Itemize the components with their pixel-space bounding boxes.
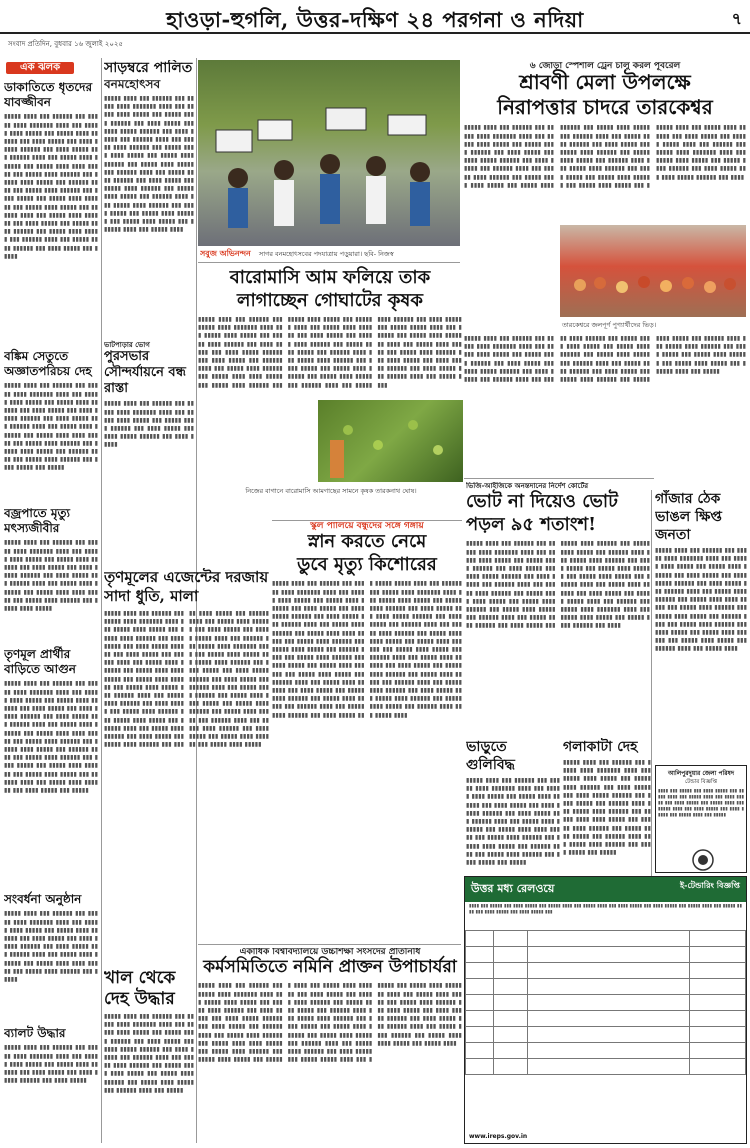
story-headline-line1: বারোমাসি আম ফলিয়ে তাক [229,267,431,288]
story-kicker: স্কুল পালিয়ে বন্ধুদের সঙ্গে গঙ্গায় [310,522,424,531]
section-tag: এক ঝলক [6,62,74,74]
brief-headline: তৃণমূল প্রার্থীর বাড়িতে আগুন [4,647,76,677]
story-divider [198,944,461,945]
vanamahotsav-photo [198,60,460,246]
story-headline: গলাকাটা দেহ [563,739,638,755]
photo-caption: নিজের বাগানে বারোমাসি আমগাছের সামনে কৃষক তারকনাথ ঘোষ। [245,487,417,495]
story-body: ▮▮▮▮▮ ▮▮▮▮ ▮▮▮ ▮▮▮▮▮▮ ▮▮▮ ▮▮▮▮▮ ▮▮▮▮ ▮▮▮▮▮▮▮ ▮▮▮▮ ▮▮▮ ▮▮▮▮▮ ▮▮▮▮ ▮▮▮▮▮ ▮▮▮ ▮▮▮▮▮ ▮▮▮▮ ▮▮▮▮▮▮ ▮▮▮ ▮▮▮▮ ▮▮▮▮▮ ▮▮▮ ▮▮▮▮ ▮▮▮▮▮ ▮▮▮▮▮▮ ▮▮▮ ▮▮▮▮ ▮▮▮▮▮ ▮▮▮ ▮▮▮▮▮▮ ▮▮▮▮ ▮▮▮ ▮▮▮▮▮ ▮▮▮▮ ▮▮▮▮▮▮ ▮▮▮ ▮▮▮▮▮ ▮▮▮▮ ▮▮▮▮ ▮▮▮▮▮ ▮▮▮ ▮▮▮▮▮ ▮▮▮▮ ▮▮▮▮▮▮ ▮▮▮ ▮▮▮▮▮ ▮▮▮▮ ▮▮▮▮▮ ▮▮▮ ▮▮▮▮▮▮ ▮▮▮▮ ▮▮▮ ▮▮▮▮▮ ▮▮▮▮ ▮▮▮▮▮▮ ▮▮▮ ▮▮▮▮ ▮▮▮▮▮ ▮▮▮ ▮▮▮▮▮ ▮▮▮▮ ▮▮▮▮▮▮ ▮▮▮ ▮▮▮▮▮ ▮▮▮▮ ▮▮▮▮▮ ▮▮▮ ▮▮▮▮▮▮ ▮▮▮▮ ▮▮▮ ▮▮▮▮▮ ▮▮▮▮ ▮▮▮▮▮▮ ▮▮▮ ▮▮▮▮ ▮▮▮▮▮ ▮▮▮ ▮▮▮▮▮ ▮▮▮▮ ▮▮▮▮▮▮ ▮▮▮ ▮▮▮▮▮ ▮▮▮▮ ▮▮▮▮▮ ▮▮▮ ▮▮▮▮▮▮ ▮▮▮▮ ▮▮▮ ▮▮▮▮▮ ▮▮▮▮ ▮▮▮▮▮▮ ▮▮▮ ▮▮▮▮ ▮▮▮▮▮ ▮▮▮ ▮▮▮▮▮ ▮▮▮▮▮ ▮▮▮▮ ▮▮▮ ▮▮▮▮▮▮ ▮▮▮ ▮▮▮▮▮ ▮▮▮▮ ▮▮▮▮▮▮▮ ▮▮▮▮ ▮▮▮ ▮▮▮▮▮ ▮▮▮▮ ▮▮▮▮▮ ▮▮▮ ▮▮▮▮▮ ▮▮▮▮ ▮▮▮▮▮▮ ▮▮▮ ▮▮▮▮ ▮▮▮▮▮ ▮▮▮ ▮▮▮▮ ▮▮▮▮▮ ▮▮▮▮▮▮ ▮▮▮ ▮▮▮▮ ▮▮▮▮▮ ▮▮▮ ▮▮▮▮▮▮ ▮▮▮▮ ▮▮▮ ▮▮▮▮▮ ▮▮▮▮ ▮▮▮▮▮▮ ▮▮▮ ▮▮▮▮▮ ▮▮▮▮ ▮▮▮▮ ▮▮▮▮▮ ▮▮▮ ▮▮▮▮▮ ▮▮▮▮ ▮▮▮▮▮▮ ▮▮▮ ▮▮▮▮▮ ▮▮▮▮ ▮▮▮▮▮ ▮▮▮ ▮▮▮▮▮▮ ▮▮▮▮ ▮▮▮ ▮▮▮▮▮ ▮▮▮▮ ▮▮▮▮▮▮ ▮▮▮ ▮▮▮▮ ▮▮▮▮▮ ▮▮▮ ▮▮▮▮▮ ▮▮▮▮ ▮▮▮▮▮▮ ▮▮▮ ▮▮▮▮▮ ▮▮▮▮ ▮▮▮▮▮ ▮▮▮ ▮▮▮▮▮▮ ▮▮▮▮ ▮▮▮ ▮▮▮▮▮ ▮▮▮▮ ▮▮▮▮▮▮ ▮▮▮ ▮▮▮▮ ▮▮▮▮▮ ▮▮▮ ▮▮▮▮▮ ▮▮▮▮ ▮▮▮▮▮▮ ▮▮▮ ▮▮▮▮▮ ▮▮▮▮ ▮▮▮▮▮ ▮▮▮ ▮▮▮▮▮▮ ▮▮▮▮ ▮▮▮ ▮▮▮▮▮ ▮▮▮▮ [272,580,462,719]
column-rule [101,58,102,1143]
story-headline: বনমহোৎসব [104,77,161,91]
section-title: হাওড়া-হুগলি, উত্তর-দক্ষিণ ২৪ পরগনা ও নদিয়া [166,7,584,32]
story-kicker: ভাটপাড়ার ভোগ [104,341,150,349]
brief-headline: সংবর্ধনা অনুষ্ঠান [4,892,82,907]
page-number: ৭ [731,9,742,28]
photo-caption: তারকেশ্বরে জলপূর্ণ পুণ্যার্থীদের ভিড়। [562,321,657,329]
story-body: ▮▮▮▮▮ ▮▮▮▮ ▮▮▮ ▮▮▮▮▮▮ ▮▮▮ ▮▮▮▮▮ ▮▮▮▮ ▮▮▮▮▮▮▮ ▮▮▮▮ ▮▮▮ ▮▮▮▮▮ ▮▮▮▮ ▮▮▮▮▮ ▮▮▮ ▮▮▮▮▮ ▮▮▮▮ ▮▮▮▮▮▮ ▮▮▮ ▮▮▮▮ ▮▮▮▮▮ ▮▮▮ ▮▮▮▮ ▮▮▮▮▮ ▮▮▮▮▮▮ ▮▮▮ ▮▮▮▮ ▮▮▮▮▮ ▮▮▮ ▮▮▮▮▮▮ ▮▮▮▮ ▮▮▮ ▮▮▮▮▮ ▮▮▮▮ ▮▮▮▮▮▮ ▮▮▮ ▮▮▮▮▮ ▮▮▮▮ ▮▮▮▮ ▮▮▮▮▮ ▮▮▮ ▮▮▮▮▮ ▮▮▮▮ ▮▮▮▮▮▮ ▮▮▮ ▮▮▮▮▮ ▮▮▮▮ ▮▮▮▮▮ ▮▮▮ ▮▮▮▮▮▮ ▮▮▮▮ ▮▮▮ ▮▮▮▮▮ ▮▮▮▮ ▮▮▮▮▮▮ ▮▮▮ ▮▮▮▮ ▮▮▮▮▮ ▮▮▮ ▮▮▮▮▮ ▮▮▮▮ ▮▮▮▮▮▮ ▮▮▮ ▮▮▮▮▮ ▮▮▮▮ ▮▮▮▮▮ ▮▮▮ ▮▮▮▮▮▮ ▮▮▮▮ ▮▮▮ ▮▮▮▮▮ ▮▮▮▮ ▮▮▮▮▮▮ ▮▮▮ ▮▮▮▮ ▮▮▮▮▮ ▮▮▮ ▮▮▮▮▮ ▮▮▮▮ ▮▮▮▮▮▮ ▮▮▮ ▮▮▮▮▮ ▮▮▮▮ ▮▮▮▮▮ ▮▮▮ ▮▮▮▮▮▮ ▮▮▮▮ ▮▮▮ ▮▮▮▮▮ ▮▮▮▮ ▮▮▮▮▮▮ ▮▮▮ ▮▮▮▮ ▮▮▮▮▮ ▮▮▮ ▮▮▮▮▮ ▮▮▮▮▮ ▮▮▮▮ ▮▮▮ ▮▮▮▮▮▮ ▮▮▮ ▮▮▮▮▮ ▮▮▮▮ ▮▮▮▮▮▮▮ ▮▮▮▮ ▮▮▮ ▮▮▮▮▮ ▮▮▮▮ ▮▮▮▮▮ ▮▮▮ ▮▮▮▮▮ ▮▮▮▮ ▮▮▮▮▮▮ ▮▮▮ ▮▮▮▮ [466,540,650,630]
body-recovered-story [104,968,194,1143]
brief-body: ▮▮▮▮▮ ▮▮▮▮ ▮▮▮ ▮▮▮▮▮▮ ▮▮▮ ▮▮▮▮▮ ▮▮▮▮ ▮▮▮▮▮▮▮ ▮▮▮▮ ▮▮▮ ▮▮▮▮▮ ▮▮▮▮ ▮▮▮▮▮ ▮▮▮ ▮▮▮▮▮ ▮▮▮▮ ▮▮▮▮▮▮ ▮▮▮ ▮▮▮▮ ▮▮▮▮▮ ▮▮▮ ▮▮▮▮ ▮▮▮▮▮ ▮▮▮▮▮▮ ▮▮▮ ▮▮▮▮ ▮▮▮▮▮ ▮▮▮ ▮▮▮▮▮▮ ▮▮▮▮ ▮▮▮ ▮▮▮▮▮ ▮▮▮▮ ▮▮▮▮▮▮ ▮▮▮ ▮▮▮▮▮ ▮▮▮▮ ▮▮▮▮ ▮▮▮▮▮ ▮▮▮ ▮▮▮▮▮ ▮▮▮▮ ▮▮▮▮▮▮ ▮▮▮ ▮▮▮▮▮ [4,910,98,984]
story-divider [198,262,460,263]
story-body: ▮▮▮▮▮ ▮▮▮▮ ▮▮▮ ▮▮▮▮▮▮ ▮▮▮ ▮▮▮▮▮ ▮▮▮▮ ▮▮▮▮▮▮▮ ▮▮▮▮ ▮▮▮ ▮▮▮▮▮ ▮▮▮▮ ▮▮▮▮▮ ▮▮▮ ▮▮▮▮▮ ▮▮▮▮ ▮▮▮▮▮▮ ▮▮▮ ▮▮▮▮ ▮▮▮▮▮ ▮▮▮ ▮▮▮▮ ▮▮▮▮▮ ▮▮▮▮▮▮ ▮▮▮ ▮▮▮▮ ▮▮▮▮▮ ▮▮▮ ▮▮▮▮▮▮ ▮▮▮▮ ▮▮▮ ▮▮▮▮▮ ▮▮▮▮ ▮▮▮▮▮▮ ▮▮▮ ▮▮▮▮▮ ▮▮▮▮ ▮▮▮▮ ▮▮▮▮▮ ▮▮▮ ▮▮▮▮▮ ▮▮▮▮ ▮▮▮▮▮▮ ▮▮▮ ▮▮▮▮▮ ▮▮▮▮ ▮▮▮▮▮ ▮▮▮ ▮▮▮▮▮▮ ▮▮▮▮ ▮▮▮ ▮▮▮▮▮ ▮▮▮▮ ▮▮▮▮▮▮ ▮▮▮ ▮▮▮▮ ▮▮▮▮▮ ▮▮▮ ▮▮▮▮▮ ▮▮▮▮ ▮▮▮▮▮▮ ▮▮▮ ▮▮▮▮▮ ▮▮▮▮ ▮▮▮▮▮ ▮▮▮ ▮▮▮▮▮▮ ▮▮▮▮ ▮▮▮ ▮▮▮▮▮ ▮▮▮▮ ▮▮▮▮▮▮ ▮▮▮ ▮▮▮▮ ▮▮▮▮▮ ▮▮▮ ▮▮▮▮▮ ▮▮▮▮ ▮▮▮▮▮▮ ▮▮▮ ▮▮▮▮▮ ▮▮▮▮ ▮▮▮▮▮ ▮▮▮ ▮▮▮▮▮▮ ▮▮▮▮ ▮▮▮ ▮▮▮▮▮ ▮▮▮▮ ▮▮▮▮▮▮ ▮▮▮ ▮▮▮▮ ▮▮▮▮▮ ▮▮▮ ▮▮▮▮▮ ▮▮▮▮▮ ▮▮▮▮ ▮▮▮ ▮▮▮▮▮▮ ▮▮▮ ▮▮▮▮▮ ▮▮▮▮ ▮▮▮▮▮▮▮ ▮▮▮▮ ▮▮▮ ▮▮▮▮▮ ▮▮▮▮ ▮▮▮▮▮ ▮▮▮ ▮▮▮▮▮ ▮▮▮▮ ▮▮▮▮▮▮ ▮▮▮ ▮▮▮▮ ▮▮▮▮▮ ▮▮▮ ▮▮▮▮ ▮▮▮▮▮ ▮▮▮▮▮▮ ▮▮▮ ▮▮▮▮ ▮▮▮▮▮ ▮▮▮ ▮▮▮▮▮▮ ▮▮▮▮ ▮▮▮ ▮▮▮▮▮ ▮▮▮▮ [198,316,462,389]
story-headline-line2: লাগাচ্ছেন গোঘাটের কৃষক [237,290,423,311]
photo-caption [200,248,458,260]
story-headline-line2: পড়ল ৯৫ শতাংশ! [466,514,597,536]
tender-advertisement [655,765,747,873]
briefs-column [4,60,98,1145]
story-headline-line1: স্নান করতে নেমে [307,531,427,553]
photo-illustration [198,60,460,246]
brief-headline: ব্যালট উদ্ধার [4,1026,66,1041]
caption-tag: সবুজ অভিনন্দন [200,249,251,258]
tarakeswar-body-cont [464,335,746,465]
caption-text: সাগর বনমহোৎসবের পদযাত্রায় পড়ুয়ারা। ছবি- নিজস্ব [258,250,394,258]
drowning-story [272,522,462,942]
story-kicker: সাড়ম্বরে পালিত [104,60,193,76]
story-headline-line2: নিরাপত্তার চাদরে তারকেশ্বর [497,95,713,120]
story-body: ▮▮▮▮▮ ▮▮▮▮ ▮▮▮ ▮▮▮▮▮▮ ▮▮▮ ▮▮▮▮▮ ▮▮▮▮ ▮▮▮▮▮▮▮ ▮▮▮▮ ▮▮▮ ▮▮▮▮▮ ▮▮▮▮ ▮▮▮▮▮ ▮▮▮ ▮▮▮▮▮ ▮▮▮▮ ▮▮▮▮▮▮ ▮▮▮ ▮▮▮▮ ▮▮▮▮▮ ▮▮▮ ▮▮▮▮ ▮▮▮▮▮ ▮▮▮▮▮▮ ▮▮▮ ▮▮▮▮ ▮▮▮▮▮ [104,400,194,449]
brief-headline: ডাকাতিতে ধৃতদের যাবজ্জীবন [4,80,93,110]
story-headline: পুরসভার সৌন্দর্যায়নে বন্ধ রাস্তা [104,349,186,397]
karmasamiti-story [198,948,462,1146]
brief-headline: বঙ্কিম সেতুতে অজ্ঞাতপরিচয় দেহ [4,349,92,379]
brief-headline: বজ্রপাতে মৃত্যু মৎস্যজীবীর [4,506,70,536]
mango-tree-illustration [318,400,463,482]
story-headline-line1: শ্রাবণী মেলা উপলক্ষে [519,70,691,95]
story-kicker: ৬ জোড়া স্পেশাল ট্রেন চালু করল পূর্বরেল [529,62,681,71]
story-body: ▮▮▮▮▮ ▮▮▮▮ ▮▮▮ ▮▮▮▮▮▮ ▮▮▮ ▮▮▮▮▮ ▮▮▮▮ ▮▮▮▮▮▮▮ ▮▮▮▮ ▮▮▮ ▮▮▮▮▮ ▮▮▮▮ ▮▮▮▮▮ ▮▮▮ ▮▮▮▮▮ ▮▮▮▮ ▮▮▮▮▮▮ ▮▮▮ ▮▮▮▮ ▮▮▮▮▮ ▮▮▮ ▮▮▮▮ ▮▮▮▮▮ ▮▮▮▮▮▮ ▮▮▮ ▮▮▮▮ ▮▮▮▮▮ ▮▮▮ ▮▮▮▮▮▮ ▮▮▮▮ ▮▮▮ ▮▮▮▮▮ ▮▮▮▮ ▮▮▮▮▮▮ ▮▮▮ ▮▮▮▮▮ ▮▮▮▮ ▮▮▮▮ ▮▮▮▮▮ ▮▮▮ ▮▮▮▮▮ ▮▮▮▮ ▮▮▮▮▮▮ ▮▮▮ ▮▮▮▮▮ ▮▮▮▮ ▮▮▮▮▮ ▮▮▮ ▮▮▮▮▮▮ ▮▮▮▮ ▮▮▮ ▮▮▮▮▮ ▮▮▮▮ ▮▮▮▮▮▮ ▮▮▮ ▮▮▮▮ ▮▮▮▮▮ ▮▮▮ ▮▮▮▮▮ ▮▮▮▮ ▮▮▮▮▮▮ ▮▮▮ ▮▮▮▮▮ ▮▮▮▮ ▮▮▮▮▮ ▮▮▮ ▮▮▮▮▮▮ ▮▮▮▮ ▮▮▮ ▮▮▮▮▮ ▮▮▮▮ ▮▮▮▮▮▮ ▮▮▮ ▮▮▮▮ ▮▮▮▮▮ ▮▮▮ ▮▮▮▮▮ ▮▮▮▮ ▮▮▮▮▮▮ ▮▮▮ ▮▮▮▮▮ ▮▮▮▮ ▮▮▮▮▮ ▮▮▮ ▮▮▮▮▮▮ ▮▮▮▮ ▮▮▮ ▮▮▮▮▮ ▮▮▮▮ ▮▮▮▮▮▮ ▮▮▮ ▮▮▮▮ ▮▮▮▮▮ ▮▮▮ ▮▮▮▮▮ ▮▮▮▮▮ ▮▮▮▮ ▮▮▮ ▮▮▮▮▮▮ ▮▮▮ ▮▮▮▮▮ ▮▮▮▮ ▮▮▮▮▮▮▮ ▮▮▮▮ ▮▮▮ ▮▮▮▮▮ ▮▮▮▮ ▮▮▮▮▮ ▮▮▮ ▮▮▮▮▮ ▮▮▮▮ ▮▮▮▮▮▮ ▮▮▮ ▮▮▮▮ ▮▮▮▮▮ ▮▮▮ ▮▮▮▮ ▮▮▮▮▮ ▮▮▮▮▮▮ ▮▮▮ ▮▮▮▮ ▮▮▮▮▮ ▮▮▮ ▮▮▮▮▮▮ ▮▮▮▮ ▮▮▮ ▮▮▮▮▮ ▮▮▮▮ ▮▮▮▮▮▮ ▮▮▮ ▮▮▮▮▮ ▮▮▮▮ ▮▮▮▮ ▮▮▮▮▮ ▮▮▮ ▮▮▮▮▮ ▮▮▮▮ ▮▮▮▮▮▮ ▮▮▮ ▮▮▮▮▮ ▮▮▮▮ ▮▮▮▮▮ ▮▮▮ ▮▮▮▮▮▮ ▮▮▮▮ ▮▮▮ ▮▮▮▮▮ ▮▮▮▮ ▮▮▮▮▮▮ ▮▮▮ ▮▮▮▮ ▮▮▮▮▮ ▮▮▮ ▮▮▮▮▮ ▮▮▮▮ ▮▮▮▮▮▮ ▮▮▮ ▮▮▮▮▮ ▮▮▮▮ ▮▮▮▮▮ [104,610,269,749]
tarakeswar-photo [560,225,746,317]
tender-table [465,930,746,1075]
story-headline-line2: ডুবে মৃত্যু কিশোরের [297,554,437,576]
ad-subtitle: টেন্ডার বিজ্ঞপ্তি [685,779,717,785]
mango-photo [318,400,463,482]
brief-body: ▮▮▮▮▮ ▮▮▮▮ ▮▮▮ ▮▮▮▮▮▮ ▮▮▮ ▮▮▮▮▮ ▮▮▮▮ ▮▮▮▮▮▮▮ ▮▮▮▮ ▮▮▮ ▮▮▮▮▮ ▮▮▮▮ ▮▮▮▮▮ ▮▮▮ ▮▮▮▮▮ ▮▮▮▮ ▮▮▮▮▮▮ ▮▮▮ ▮▮▮▮ ▮▮▮▮▮ ▮▮▮ ▮▮▮▮ ▮▮▮▮▮ ▮▮▮▮▮▮ ▮▮▮ ▮▮▮▮ ▮▮▮▮▮ ▮▮▮ ▮▮▮▮▮▮ ▮▮▮▮ ▮▮▮ ▮▮▮▮▮ ▮▮▮▮ ▮▮▮▮▮▮ ▮▮▮ ▮▮▮▮▮ ▮▮▮▮ ▮▮▮▮ ▮▮▮▮▮ ▮▮▮ ▮▮▮▮▮ ▮▮▮▮ ▮▮▮▮▮▮ ▮▮▮ ▮▮▮▮▮ ▮▮▮▮ ▮▮▮▮▮ ▮▮▮ ▮▮▮▮▮▮ ▮▮▮▮ ▮▮▮ ▮▮▮▮▮ ▮▮▮▮ ▮▮▮▮▮▮ ▮▮▮ ▮▮▮▮ ▮▮▮▮▮ ▮▮▮ ▮▮▮▮▮ [4,382,98,472]
story-body: ▮▮▮▮▮ ▮▮▮▮ ▮▮▮ ▮▮▮▮▮▮ ▮▮▮ ▮▮▮▮▮ ▮▮▮▮ ▮▮▮▮▮▮▮ ▮▮▮▮ ▮▮▮ ▮▮▮▮▮ ▮▮▮▮ ▮▮▮▮▮ ▮▮▮ ▮▮▮▮▮ ▮▮▮▮ ▮▮▮▮▮▮ ▮▮▮ ▮▮▮▮ ▮▮▮▮▮ ▮▮▮ ▮▮▮▮ ▮▮▮▮▮ ▮▮▮▮▮▮ ▮▮▮ ▮▮▮▮ ▮▮▮▮▮ ▮▮▮ ▮▮▮▮▮▮ ▮▮▮▮ ▮▮▮ ▮▮▮▮▮ ▮▮▮▮ ▮▮▮▮▮▮ ▮▮▮ ▮▮▮▮▮ ▮▮▮▮ ▮▮▮▮ ▮▮▮▮▮ ▮▮▮ ▮▮▮▮▮ ▮▮▮▮ ▮▮▮▮▮▮ ▮▮▮ ▮▮▮▮▮ ▮▮▮▮ ▮▮▮▮▮ ▮▮▮ ▮▮▮▮▮▮ ▮▮▮▮ ▮▮▮ ▮▮▮▮▮ [104,1013,194,1094]
story-kicker: একাধিক বিশ্ববিদ্যালয়ে উচ্চশিক্ষা সংসদের প্রতিনিধি [239,948,421,957]
ad-subtitle: ই-টেন্ডারিং বিজ্ঞপ্তি [680,881,740,890]
ad-website[interactable]: www.ireps.gov.in [469,1133,528,1140]
story-body: ▮▮▮▮▮ ▮▮▮▮ ▮▮▮ ▮▮▮▮▮▮ ▮▮▮ ▮▮▮▮▮ ▮▮▮▮ ▮▮▮▮▮▮▮ ▮▮▮▮ ▮▮▮ ▮▮▮▮▮ ▮▮▮▮ ▮▮▮▮▮ ▮▮▮ ▮▮▮▮▮ ▮▮▮▮ ▮▮▮▮▮▮ ▮▮▮ ▮▮▮▮ ▮▮▮▮▮ ▮▮▮ ▮▮▮▮ ▮▮▮▮▮ ▮▮▮▮▮▮ ▮▮▮ ▮▮▮▮ ▮▮▮▮▮ ▮▮▮ ▮▮▮▮▮▮ ▮▮▮▮ ▮▮▮ ▮▮▮▮▮ ▮▮▮▮ ▮▮▮▮▮▮ ▮▮▮ ▮▮▮▮▮ ▮▮▮▮ ▮▮▮▮ ▮▮▮▮▮ ▮▮▮ ▮▮▮▮▮ ▮▮▮▮ ▮▮▮▮▮▮ ▮▮▮ ▮▮▮▮▮ ▮▮▮▮ ▮▮▮▮▮ ▮▮▮ ▮▮▮▮▮▮ ▮▮▮▮ ▮▮▮ ▮▮▮▮▮ ▮▮▮▮ ▮▮▮▮▮▮ ▮▮▮ ▮▮▮▮ ▮▮▮▮▮ ▮▮▮ ▮▮▮▮▮ [563,759,651,857]
ad-body: ▮▮▮▮ ▮▮▮ ▮▮▮▮▮ ▮▮▮ ▮▮▮▮ ▮▮▮▮▮ ▮▮▮ ▮▮▮▮▮ ▮▮▮▮ ▮▮▮ ▮▮▮▮▮ ▮▮▮▮ ▮▮▮ ▮▮▮▮ ▮▮▮▮▮ ▮▮▮ ▮▮▮▮ ▮▮▮▮▮ ▮▮▮ ▮▮▮▮▮ ▮▮▮▮ ▮▮▮ ▮▮▮▮▮ ▮▮▮▮ ▮▮▮ ▮▮▮▮ ▮▮▮▮▮ ▮▮▮ ▮▮▮▮ ▮▮▮▮▮ ▮▮▮ ▮▮▮▮▮ ▮▮▮▮ ▮▮▮ ▮▮▮▮▮ [658,789,744,818]
ad-title: আলিপুরদুয়ার জেলা পরিষদ [667,770,735,777]
story-headline: ভাড়ুতে গুলিবিদ্ধ [466,739,515,773]
story-body: ▮▮▮▮▮ ▮▮▮▮ ▮▮▮ ▮▮▮▮▮▮ ▮▮▮ ▮▮▮▮▮ ▮▮▮▮ ▮▮▮▮▮▮▮ ▮▮▮▮ ▮▮▮ ▮▮▮▮▮ ▮▮▮▮ ▮▮▮▮▮ ▮▮▮ ▮▮▮▮▮ ▮▮▮▮ ▮▮▮▮▮▮ ▮▮▮ ▮▮▮▮ ▮▮▮▮▮ ▮▮▮ ▮▮▮▮ ▮▮▮▮▮ ▮▮▮▮▮▮ ▮▮▮ ▮▮▮▮ ▮▮▮▮▮ ▮▮▮ ▮▮▮▮▮▮ ▮▮▮▮ ▮▮▮ ▮▮▮▮▮ ▮▮▮▮ ▮▮▮▮▮▮ ▮▮▮ ▮▮▮▮▮ ▮▮▮▮ ▮▮▮▮ ▮▮▮▮▮ ▮▮▮ ▮▮▮▮▮ ▮▮▮▮ ▮▮▮▮▮▮ ▮▮▮ ▮▮▮▮▮ ▮▮▮▮ ▮▮▮▮▮ ▮▮▮ ▮▮▮▮▮▮ ▮▮▮▮ ▮▮▮ ▮▮▮▮▮ ▮▮▮▮ ▮▮▮▮▮▮ ▮▮▮ ▮▮▮▮ ▮▮▮▮▮ ▮▮▮ ▮▮▮▮▮ ▮▮▮▮ ▮▮▮▮▮▮ ▮▮▮ ▮▮▮▮▮ ▮▮▮▮ ▮▮▮▮▮ ▮▮▮ ▮▮▮▮▮▮ ▮▮▮▮ ▮▮▮ ▮▮▮▮▮ ▮▮▮▮ [655,547,747,653]
vote-story [466,482,650,732]
story-divider [272,520,462,521]
brief-body: ▮▮▮▮▮ ▮▮▮▮ ▮▮▮ ▮▮▮▮▮▮ ▮▮▮ ▮▮▮▮▮ ▮▮▮▮ ▮▮▮▮▮▮▮ ▮▮▮▮ ▮▮▮ ▮▮▮▮▮ ▮▮▮▮ ▮▮▮▮▮ ▮▮▮ ▮▮▮▮▮ ▮▮▮▮ ▮▮▮▮▮▮ ▮▮▮ ▮▮▮▮ ▮▮▮▮▮ ▮▮▮ ▮▮▮▮ ▮▮▮▮▮ ▮▮▮▮▮▮ ▮▮▮ ▮▮▮▮ ▮▮▮▮▮ ▮▮▮ ▮▮▮▮▮▮ ▮▮▮▮ ▮▮▮ ▮▮▮▮▮ ▮▮▮▮ ▮▮▮▮▮▮ ▮▮▮ ▮▮▮▮▮ ▮▮▮▮ ▮▮▮▮ ▮▮▮▮▮ ▮▮▮ ▮▮▮▮▮ ▮▮▮▮ ▮▮▮▮▮▮ ▮▮▮ ▮▮▮▮▮ ▮▮▮▮ ▮▮▮▮▮ [4,539,98,613]
brief-body: ▮▮▮▮▮ ▮▮▮▮ ▮▮▮ ▮▮▮▮▮▮ ▮▮▮ ▮▮▮▮▮ ▮▮▮▮ ▮▮▮▮▮▮▮ ▮▮▮▮ ▮▮▮ ▮▮▮▮▮ ▮▮▮▮ ▮▮▮▮▮ ▮▮▮ ▮▮▮▮▮ ▮▮▮▮ ▮▮▮▮▮▮ ▮▮▮ ▮▮▮▮ ▮▮▮▮▮ ▮▮▮ ▮▮▮▮ ▮▮▮▮▮ ▮▮▮▮▮▮ ▮▮▮ ▮▮▮▮ ▮▮▮▮▮ [4,1044,98,1085]
seal-icon [692,849,714,871]
ad-title: উত্তর মধ্য রেলওয়ে [471,882,555,895]
story-body: ▮▮▮▮▮ ▮▮▮▮ ▮▮▮ ▮▮▮▮▮▮ ▮▮▮ ▮▮▮▮▮ ▮▮▮▮ ▮▮▮▮▮▮▮ ▮▮▮▮ ▮▮▮ ▮▮▮▮▮ ▮▮▮▮ ▮▮▮▮▮ ▮▮▮ ▮▮▮▮▮ ▮▮▮▮ ▮▮▮▮▮▮ ▮▮▮ ▮▮▮▮ ▮▮▮▮▮ ▮▮▮ ▮▮▮▮ ▮▮▮▮▮ ▮▮▮▮▮▮ ▮▮▮ ▮▮▮▮ ▮▮▮▮▮ ▮▮▮ ▮▮▮▮▮▮ ▮▮▮▮ ▮▮▮ ▮▮▮▮▮ ▮▮▮▮ ▮▮▮▮▮▮ ▮▮▮ ▮▮▮▮▮ ▮▮▮▮ ▮▮▮▮ ▮▮▮▮▮ ▮▮▮ ▮▮▮▮▮ ▮▮▮▮ ▮▮▮▮▮▮ ▮▮▮ ▮▮▮▮▮ ▮▮▮▮ ▮▮▮▮▮ ▮▮▮ ▮▮▮▮▮▮ ▮▮▮▮ ▮▮▮ ▮▮▮▮▮ ▮▮▮▮ ▮▮▮▮▮▮ ▮▮▮ ▮▮▮▮ ▮▮▮▮▮ ▮▮▮ ▮▮▮▮▮ ▮▮▮▮ ▮▮▮▮▮▮ ▮▮▮ ▮▮▮▮▮ ▮▮▮▮ ▮▮▮▮▮ ▮▮▮ ▮▮▮▮▮▮ ▮▮▮▮ ▮▮▮ ▮▮▮▮▮ ▮▮▮▮ ▮▮▮▮▮▮ ▮▮▮ ▮▮▮▮ ▮▮▮▮▮ ▮▮▮ ▮▮▮▮▮ ▮▮▮▮ ▮▮▮▮▮▮ ▮▮▮ ▮▮▮▮▮ ▮▮▮▮ ▮▮▮▮▮ ▮▮▮ ▮▮▮▮▮▮ ▮▮▮▮ ▮▮▮ ▮▮▮▮▮ ▮▮▮▮ ▮▮▮▮▮▮ ▮▮▮ ▮▮▮▮ ▮▮▮▮▮ ▮▮▮ ▮▮▮▮▮ ▮▮▮▮▮ ▮▮▮▮ ▮▮▮ ▮▮▮▮▮▮ ▮▮▮ ▮▮▮▮▮ ▮▮▮▮ ▮▮▮▮▮▮▮ ▮▮▮▮ ▮▮▮ ▮▮▮▮▮ ▮▮▮▮ ▮▮▮▮▮ ▮▮▮ ▮▮▮▮▮ ▮▮▮▮ ▮▮▮▮▮▮ ▮▮▮ ▮▮▮▮ ▮▮▮▮▮ ▮▮▮ ▮▮▮▮ ▮▮▮▮▮ ▮▮▮▮▮▮ ▮▮▮ ▮▮▮▮ [464,124,746,189]
story-headline-line1: ভোট না দিয়েও ভোট [466,491,618,513]
story-headline: তৃণমূলের এজেন্টের দরজায় সাদা ধুতি, মালা [104,568,269,605]
story-body: ▮▮▮▮▮ ▮▮▮▮ ▮▮▮ ▮▮▮▮▮▮ ▮▮▮ ▮▮▮▮▮ ▮▮▮▮ ▮▮▮▮▮▮▮ ▮▮▮▮ ▮▮▮ ▮▮▮▮▮ ▮▮▮▮ ▮▮▮▮▮ ▮▮▮ ▮▮▮▮▮ ▮▮▮▮ ▮▮▮▮▮▮ ▮▮▮ ▮▮▮▮ ▮▮▮▮▮ ▮▮▮ ▮▮▮▮ ▮▮▮▮▮ ▮▮▮▮▮▮ ▮▮▮ ▮▮▮▮ ▮▮▮▮▮ ▮▮▮ ▮▮▮▮▮▮ ▮▮▮▮ ▮▮▮ ▮▮▮▮▮ ▮▮▮▮ ▮▮▮▮▮▮ ▮▮▮ ▮▮▮▮▮ ▮▮▮▮ ▮▮▮▮ ▮▮▮▮▮ ▮▮▮ ▮▮▮▮▮ ▮▮▮▮ ▮▮▮▮▮▮ ▮▮▮ ▮▮▮▮▮ ▮▮▮▮ ▮▮▮▮▮ ▮▮▮ ▮▮▮▮▮▮ ▮▮▮▮ ▮▮▮ ▮▮▮▮▮ ▮▮▮▮ ▮▮▮▮▮▮ ▮▮▮ ▮▮▮▮ ▮▮▮▮▮ ▮▮▮ ▮▮▮▮▮ ▮▮▮▮ ▮▮▮▮▮▮ ▮▮▮ ▮▮▮▮▮ ▮▮▮▮ ▮▮▮▮▮ ▮▮▮ ▮▮▮▮▮▮ ▮▮▮▮ ▮▮▮ ▮▮▮▮▮ ▮▮▮▮ ▮▮▮▮▮▮ ▮▮▮ ▮▮▮▮ ▮▮▮▮▮ ▮▮▮ ▮▮▮▮▮ ▮▮▮▮ ▮▮▮▮▮▮ ▮▮▮ ▮▮▮▮▮ ▮▮▮▮ ▮▮▮▮▮ ▮▮▮ ▮▮▮▮▮▮ ▮▮▮▮ ▮▮▮ ▮▮▮▮▮ ▮▮▮▮ [104,95,194,234]
story-body: ▮▮▮▮▮ ▮▮▮▮ ▮▮▮ ▮▮▮▮▮▮ ▮▮▮ ▮▮▮▮▮ ▮▮▮▮ ▮▮▮▮▮▮▮ ▮▮▮▮ ▮▮▮ ▮▮▮▮▮ ▮▮▮▮ ▮▮▮▮▮ ▮▮▮ ▮▮▮▮▮ ▮▮▮▮ ▮▮▮▮▮▮ ▮▮▮ ▮▮▮▮ ▮▮▮▮▮ ▮▮▮ ▮▮▮▮ ▮▮▮▮▮ ▮▮▮▮▮▮ ▮▮▮ ▮▮▮▮ ▮▮▮▮▮ ▮▮▮ ▮▮▮▮▮▮ ▮▮▮▮ ▮▮▮ ▮▮▮▮▮ ▮▮▮▮ ▮▮▮▮▮▮ ▮▮▮ ▮▮▮▮▮ ▮▮▮▮ ▮▮▮▮ ▮▮▮▮▮ ▮▮▮ ▮▮▮▮▮ ▮▮▮▮ ▮▮▮▮▮▮ ▮▮▮ ▮▮▮▮▮ ▮▮▮▮ ▮▮▮▮▮ ▮▮▮ ▮▮▮▮▮▮ ▮▮▮▮ ▮▮▮ ▮▮▮▮▮ ▮▮▮▮ ▮▮▮▮▮▮ ▮▮▮ ▮▮▮▮ ▮▮▮▮▮ ▮▮▮ ▮▮▮▮▮ [466,777,560,867]
story-headline: কর্মসমিতিতে নমিনি প্রাক্তন উপাচার্যরা [203,957,457,978]
agent-story [104,568,269,938]
story-body: ▮▮▮▮▮ ▮▮▮▮ ▮▮▮ ▮▮▮▮▮▮ ▮▮▮ ▮▮▮▮▮ ▮▮▮▮ ▮▮▮▮▮▮▮ ▮▮▮▮ ▮▮▮ ▮▮▮▮▮ ▮▮▮▮ ▮▮▮▮▮ ▮▮▮ ▮▮▮▮▮ ▮▮▮▮ ▮▮▮▮▮▮ ▮▮▮ ▮▮▮▮ ▮▮▮▮▮ ▮▮▮ ▮▮▮▮ ▮▮▮▮▮ ▮▮▮▮▮▮ ▮▮▮ ▮▮▮▮ ▮▮▮▮▮ ▮▮▮ ▮▮▮▮▮▮ ▮▮▮▮ ▮▮▮ ▮▮▮▮▮ ▮▮▮▮ ▮▮▮▮▮▮ ▮▮▮ ▮▮▮▮▮ ▮▮▮▮ ▮▮▮▮ ▮▮▮▮▮ ▮▮▮ ▮▮▮▮▮ ▮▮▮▮ ▮▮▮▮▮▮ ▮▮▮ ▮▮▮▮▮ ▮▮▮▮ ▮▮▮▮▮ ▮▮▮ ▮▮▮▮▮▮ ▮▮▮▮ ▮▮▮ ▮▮▮▮▮ ▮▮▮▮ ▮▮▮▮▮▮ ▮▮▮ ▮▮▮▮ ▮▮▮▮▮ ▮▮▮ ▮▮▮▮▮ ▮▮▮▮ ▮▮▮▮▮▮ ▮▮▮ ▮▮▮▮▮ ▮▮▮▮ ▮▮▮▮▮ ▮▮▮ ▮▮▮▮▮▮ ▮▮▮▮ ▮▮▮ ▮▮▮▮▮ ▮▮▮▮ ▮▮▮▮▮▮ ▮▮▮ ▮▮▮▮ ▮▮▮▮▮ ▮▮▮ ▮▮▮▮▮ ▮▮▮▮ ▮▮▮▮▮▮ ▮▮▮ ▮▮▮▮▮ ▮▮▮▮ ▮▮▮▮▮ ▮▮▮ ▮▮▮▮▮▮ ▮▮▮▮ ▮▮▮ ▮▮▮▮▮ [464,335,746,384]
railway-tender-ad [464,876,747,1144]
brief-body: ▮▮▮▮▮ ▮▮▮▮ ▮▮▮ ▮▮▮▮▮▮ ▮▮▮ ▮▮▮▮▮ ▮▮▮▮ ▮▮▮▮▮▮▮ ▮▮▮▮ ▮▮▮ ▮▮▮▮▮ ▮▮▮▮ ▮▮▮▮▮ ▮▮▮ ▮▮▮▮▮ ▮▮▮▮ ▮▮▮▮▮▮ ▮▮▮ ▮▮▮▮ ▮▮▮▮▮ ▮▮▮ ▮▮▮▮ ▮▮▮▮▮ ▮▮▮▮▮▮ ▮▮▮ ▮▮▮▮ ▮▮▮▮▮ ▮▮▮ ▮▮▮▮▮▮ ▮▮▮▮ ▮▮▮ ▮▮▮▮▮ ▮▮▮▮ ▮▮▮▮▮▮ ▮▮▮ ▮▮▮▮▮ ▮▮▮▮ ▮▮▮▮ ▮▮▮▮▮ ▮▮▮ ▮▮▮▮▮ ▮▮▮▮ ▮▮▮▮▮▮ ▮▮▮ ▮▮▮▮▮ ▮▮▮▮ ▮▮▮▮▮ ▮▮▮ ▮▮▮▮▮▮ ▮▮▮▮ ▮▮▮ ▮▮▮▮▮ ▮▮▮▮ ▮▮▮▮▮▮ ▮▮▮ ▮▮▮▮ ▮▮▮▮▮ ▮▮▮ ▮▮▮▮▮ ▮▮▮▮ ▮▮▮▮▮▮ ▮▮▮ ▮▮▮▮▮ ▮▮▮▮ ▮▮▮▮▮ ▮▮▮ ▮▮▮▮▮▮ ▮▮▮▮ ▮▮▮ ▮▮▮▮▮ ▮▮▮▮ ▮▮▮▮▮▮ ▮▮▮ ▮▮▮▮ ▮▮▮▮▮ ▮▮▮ ▮▮▮▮▮ [4,680,98,795]
date-line: সংবাদ প্রতিদিন, বুধবার ১৬ জুলাই ২০২৫ [8,40,123,48]
masthead [0,0,750,34]
story-body: ▮▮▮▮▮ ▮▮▮▮ ▮▮▮ ▮▮▮▮▮▮ ▮▮▮ ▮▮▮▮▮ ▮▮▮▮ ▮▮▮▮▮▮▮ ▮▮▮▮ ▮▮▮ ▮▮▮▮▮ ▮▮▮▮ ▮▮▮▮▮ ▮▮▮ ▮▮▮▮▮ ▮▮▮▮ ▮▮▮▮▮▮ ▮▮▮ ▮▮▮▮ ▮▮▮▮▮ ▮▮▮ ▮▮▮▮ ▮▮▮▮▮ ▮▮▮▮▮▮ ▮▮▮ ▮▮▮▮ ▮▮▮▮▮ ▮▮▮ ▮▮▮▮▮▮ ▮▮▮▮ ▮▮▮ ▮▮▮▮▮ ▮▮▮▮ ▮▮▮▮▮▮ ▮▮▮ ▮▮▮▮▮ ▮▮▮▮ ▮▮▮▮ ▮▮▮▮▮ ▮▮▮ ▮▮▮▮▮ ▮▮▮▮ ▮▮▮▮▮▮ ▮▮▮ ▮▮▮▮▮ ▮▮▮▮ ▮▮▮▮▮ ▮▮▮ ▮▮▮▮▮▮ ▮▮▮▮ ▮▮▮ ▮▮▮▮▮ ▮▮▮▮ ▮▮▮▮▮▮ ▮▮▮ ▮▮▮▮ ▮▮▮▮▮ ▮▮▮ ▮▮▮▮▮ ▮▮▮▮ ▮▮▮▮▮▮ ▮▮▮ ▮▮▮▮▮ ▮▮▮▮ ▮▮▮▮▮ ▮▮▮ ▮▮▮▮▮▮ ▮▮▮▮ ▮▮▮ ▮▮▮▮▮ ▮▮▮▮ ▮▮▮▮▮▮ ▮▮▮ ▮▮▮▮ ▮▮▮▮▮ ▮▮▮ ▮▮▮▮▮ ▮▮▮▮ ▮▮▮▮▮▮ ▮▮▮ ▮▮▮▮▮ ▮▮▮▮ ▮▮▮▮▮ ▮▮▮ ▮▮▮▮▮▮ ▮▮▮▮ ▮▮▮ ▮▮▮▮▮ ▮▮▮▮ ▮▮▮▮▮▮ ▮▮▮ ▮▮▮▮ ▮▮▮▮▮ ▮▮▮ ▮▮▮▮▮ ▮▮▮▮▮ ▮▮▮▮ ▮▮▮ ▮▮▮▮▮▮ ▮▮▮ ▮▮▮▮▮ ▮▮▮▮ ▮▮▮▮▮▮▮ ▮▮▮▮ ▮▮▮ ▮▮▮▮▮ ▮▮▮▮ ▮▮▮▮▮ ▮▮▮ ▮▮▮▮▮ ▮▮▮▮ ▮▮▮▮▮▮ ▮▮▮ ▮▮▮▮ ▮▮▮▮▮ ▮▮▮ ▮▮▮▮ ▮▮▮▮▮ ▮▮▮▮▮▮ ▮▮▮ ▮▮▮▮ ▮▮▮▮▮ ▮▮▮ ▮▮▮▮▮▮ ▮▮▮▮ ▮▮▮ ▮▮▮▮▮ ▮▮▮▮ ▮▮▮▮▮▮ ▮▮▮ ▮▮▮▮▮ ▮▮▮▮ ▮▮▮▮ ▮▮▮▮▮ ▮▮▮ ▮▮▮▮▮ ▮▮▮▮ [198,982,462,1064]
ganja-story [655,490,747,760]
ad-intro: ▮▮▮▮ ▮▮▮ ▮▮▮▮▮ ▮▮▮ ▮▮▮▮ ▮▮▮▮▮ ▮▮▮ ▮▮▮▮▮ ▮▮▮▮ ▮▮▮ ▮▮▮▮▮ ▮▮▮▮ ▮▮▮ ▮▮▮▮ ▮▮▮▮▮ ▮▮▮ ▮▮▮▮ ▮▮▮▮▮ ▮▮▮ ▮▮▮▮▮ ▮▮▮▮ ▮▮▮ ▮▮▮▮▮ ▮▮▮▮ ▮▮▮ ▮▮▮▮ ▮▮▮▮▮ ▮▮▮ ▮▮▮▮ ▮▮▮▮▮ ▮▮▮ [469,904,742,915]
crowd-illustration [560,225,746,317]
story-kicker: ভিজি-আইজিকে অনন্তদানের নির্দেশ কোর্টের [466,482,589,490]
story-headline: খাল থেকে দেহ উদ্ধার [104,968,176,1009]
ad-header [465,877,746,902]
story-divider [464,478,654,479]
story-headline: গাঁজার ঠেক ভাঙল ক্ষিপ্ত জনতা [655,491,722,543]
brief-body: ▮▮▮▮▮ ▮▮▮▮ ▮▮▮ ▮▮▮▮▮▮ ▮▮▮ ▮▮▮▮▮ ▮▮▮▮ ▮▮▮▮▮▮▮ ▮▮▮▮ ▮▮▮ ▮▮▮▮▮ ▮▮▮▮ ▮▮▮▮▮ ▮▮▮ ▮▮▮▮▮ ▮▮▮▮ ▮▮▮▮▮▮ ▮▮▮ ▮▮▮▮ ▮▮▮▮▮ ▮▮▮ ▮▮▮▮ ▮▮▮▮▮ ▮▮▮▮▮▮ ▮▮▮ ▮▮▮▮ ▮▮▮▮▮ ▮▮▮ ▮▮▮▮▮▮ ▮▮▮▮ ▮▮▮ ▮▮▮▮▮ ▮▮▮▮ ▮▮▮▮▮▮ ▮▮▮ ▮▮▮▮▮ ▮▮▮▮ ▮▮▮▮ ▮▮▮▮▮ ▮▮▮ ▮▮▮▮▮ ▮▮▮▮ ▮▮▮▮▮▮ ▮▮▮ ▮▮▮▮▮ ▮▮▮▮ ▮▮▮▮▮ ▮▮▮ ▮▮▮▮▮▮ ▮▮▮▮ ▮▮▮ ▮▮▮▮▮ ▮▮▮▮ ▮▮▮▮▮▮ ▮▮▮ ▮▮▮▮ ▮▮▮▮▮ ▮▮▮ ▮▮▮▮▮ ▮▮▮▮ ▮▮▮▮▮▮ ▮▮▮ ▮▮▮▮▮ ▮▮▮▮ ▮▮▮▮▮ ▮▮▮ ▮▮▮▮▮▮ ▮▮▮▮ ▮▮▮ ▮▮▮▮▮ ▮▮▮▮ ▮▮▮▮▮▮ ▮▮▮ ▮▮▮▮ ▮▮▮▮▮ ▮▮▮ ▮▮▮▮▮ ▮▮▮▮ ▮▮▮▮▮▮ ▮▮▮ ▮▮▮▮▮ ▮▮▮▮ ▮▮▮▮▮ ▮▮▮ ▮▮▮▮▮▮ ▮▮▮▮ ▮▮▮ ▮▮▮▮▮ ▮▮▮▮ ▮▮▮▮▮▮ ▮▮▮ ▮▮▮▮ ▮▮▮▮▮ ▮▮▮ ▮▮▮▮▮ [4,113,98,260]
